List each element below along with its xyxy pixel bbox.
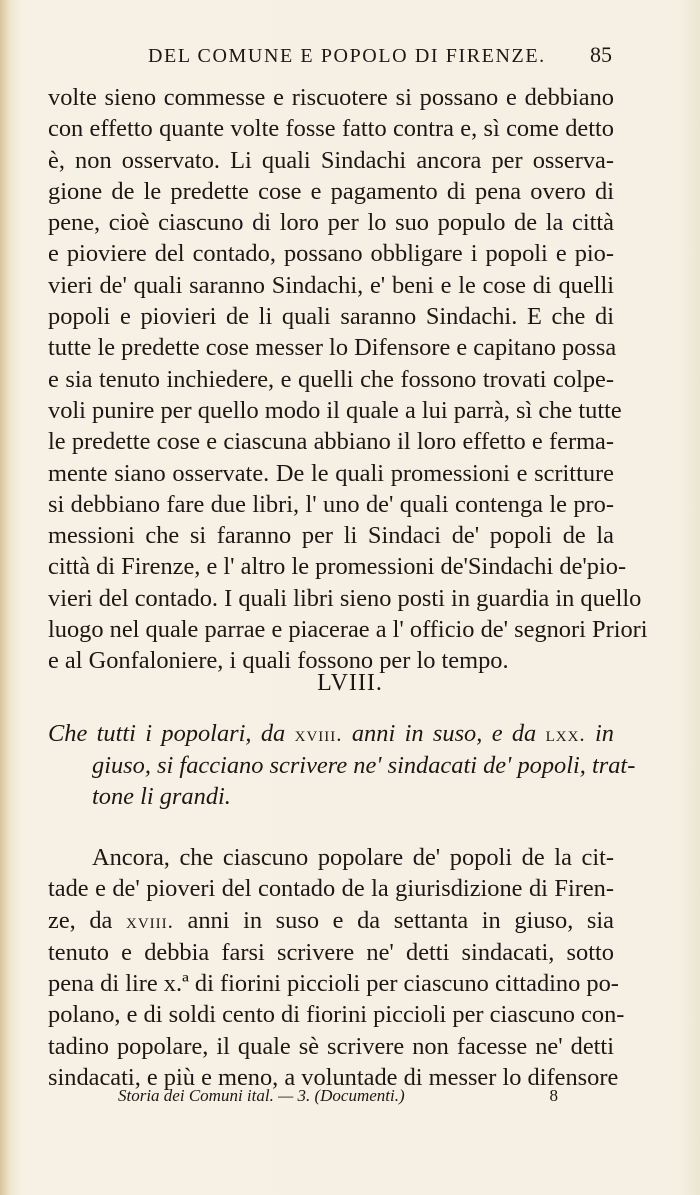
running-head-title: DEL COMUNE E POPOLO DI FIRENZE. — [148, 45, 546, 67]
text-line: e sia tenuto inchiedere, e quelli che fossono trovati colpe- — [48, 365, 614, 393]
text-line: tenuto e debbia farsi scrivere ne' detti sindacati, sotto — [48, 938, 614, 966]
roman-numeral: lxx. — [545, 722, 586, 746]
text-line: Ancora, che ciascuno popolare de' popoli de la cit- — [92, 844, 614, 871]
text-line: e pioviere del contado, possano obbligare i popoli e pio- — [48, 240, 614, 268]
text-line: gione de le predette cose e pagamento di pena overo di — [48, 177, 614, 205]
text-line: pena di lire x.ª di fiorini piccioli per ciascuno cittadino po- — [48, 970, 619, 998]
page-footer — [118, 1086, 558, 1106]
rubric-text: in — [585, 720, 615, 747]
text-line: e al Gonfaloniere, i quali fossono per lo tempo. — [48, 647, 509, 675]
text-line: popoli e piovieri de li quali saranno Sindachi. E che di — [48, 303, 614, 331]
rubric-text: anni in suso, e da — [342, 720, 546, 747]
footer-source-note: Storia dei Comuni ital. — 3. (Documenti.) — [118, 1086, 405, 1105]
signature-mark: 8 — [549, 1086, 558, 1105]
text-line: con effetto quante volte fosse fatto contra e, sì come detto — [48, 115, 614, 143]
text-line: vieri del contado. I quali libri sieno posti in guardia in quello — [48, 584, 642, 612]
rubric-text: Che tutti i popolari, da — [48, 720, 295, 747]
text-line: volte sieno commesse e riscuotere si possano e debbiano — [48, 84, 614, 111]
text-line: voli punire per quello modo il quale a lui parrà, sì che tutte — [48, 396, 622, 424]
chapter-number: LVIII. — [317, 670, 383, 696]
text-line: tadino popolare, il quale sè scrivere non facesse ne' detti — [48, 1032, 614, 1060]
text-line: polano, e di soldi cento di fiorini piccioli per ciascuno con- — [48, 1001, 625, 1029]
text-line: mente siano osservate. De le quali promessioni e scritture — [48, 459, 614, 487]
text-line: sindacati, e più e meno, a voluntade di messer lo difensore — [48, 1064, 619, 1092]
text-span: anni in suso e da settanta in giuso, sia — [173, 906, 615, 934]
page-number: 85 — [590, 42, 612, 67]
text-line: messioni che si faranno per li Sindaci de' popoli de la — [48, 522, 614, 550]
running-head — [48, 42, 612, 68]
text-line — [48, 905, 614, 937]
text-line: tade e de' pioveri del contado de la giurisdizione di Firen- — [48, 875, 614, 903]
text-line: vieri de' quali saranno Sindachi, e' beni e le cose di quelli — [48, 271, 614, 299]
text-line: tutte le predette cose messer lo Difensore e capitano possa — [48, 334, 617, 362]
roman-numeral: xviii. — [125, 908, 174, 933]
text-line: città di Firenze, e l' altro le promessioni de'Sindachi de'pio- — [48, 553, 627, 581]
paragraph-2 — [48, 842, 625, 1093]
roman-numeral: xviii. — [294, 722, 343, 746]
chapter-rubric — [48, 718, 636, 812]
text-line: pene, cioè ciascuno di loro per lo suo populo de la città — [48, 209, 614, 237]
rubric-line: tone li grandi. — [92, 783, 231, 810]
text-span: ze, da — [48, 906, 126, 934]
rubric-line — [48, 718, 614, 750]
text-line: si debbiano fare due libri, l' uno de' quali contenga le pro- — [48, 490, 614, 518]
paragraph-1 — [48, 82, 648, 677]
text-line: è, non osservato. Li quali Sindachi ancora per osserva- — [48, 146, 614, 174]
rubric-line: giuso, si facciano scrivere ne' sindacati de' popoli, trat- — [92, 752, 636, 779]
text-line: luogo nel quale parrae e piacerae a l' officio de' segnori Priori — [48, 616, 648, 644]
text-line: le predette cose e ciascuna abbiano il loro effetto e ferma- — [48, 428, 614, 456]
